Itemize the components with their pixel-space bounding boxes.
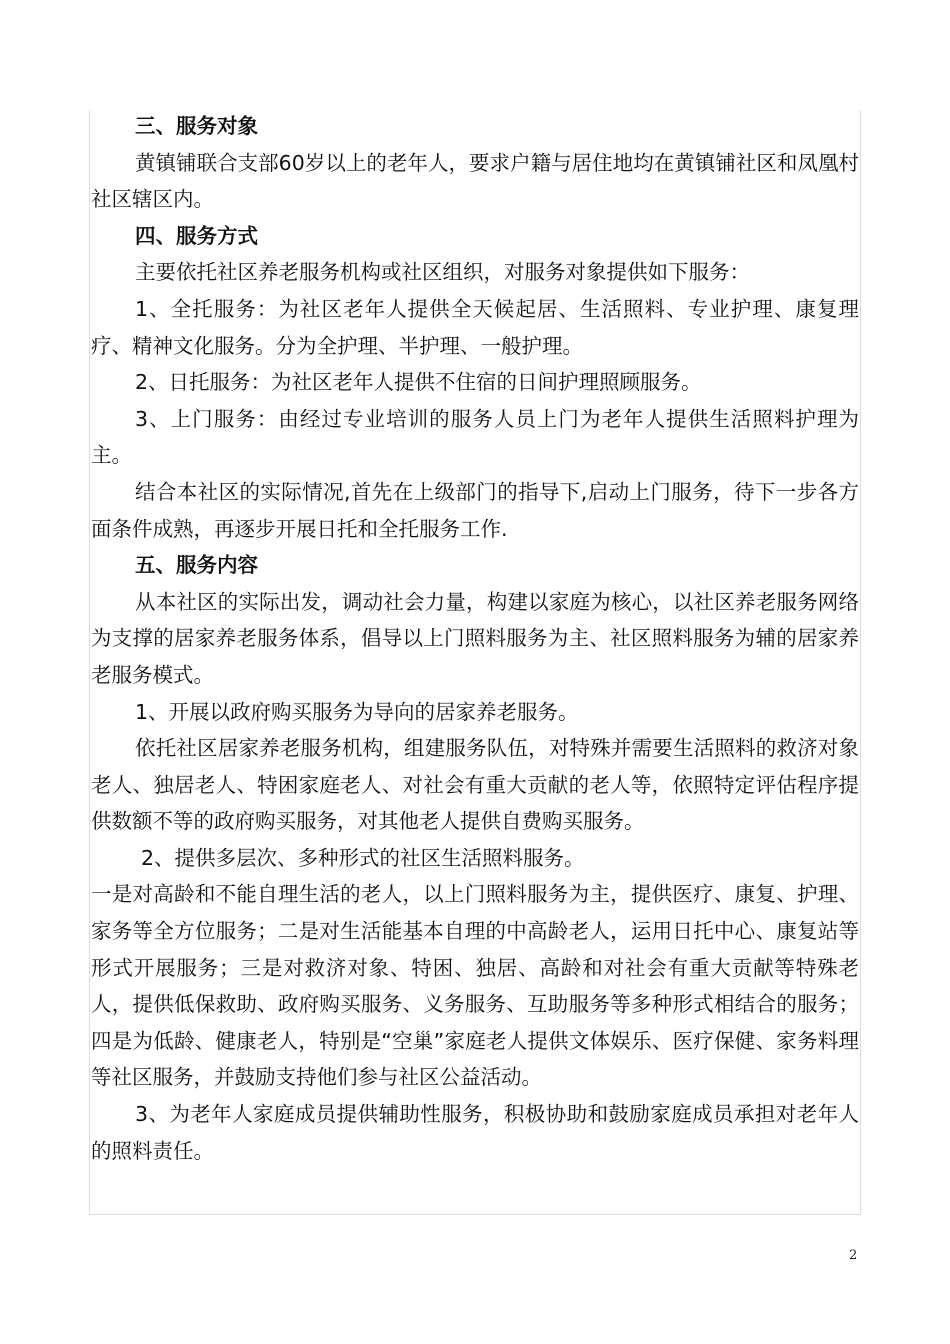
paragraph-item-3: 3、为老年人家庭成员提供辅助性服务，积极协助和鼓励家庭成员承担对老年人的照料责任。 <box>91 1102 859 1163</box>
paragraph-item-2-body: 一是对高龄和不能自理生活的老人，以上门照料服务为主，提供医疗、康复、护理、家务等全方位服务；二是对生活能基本自理的中高龄老人，运用日托中心、康复站等形式开展服务；三是对救济对象、特困、独居、高龄和对社会有重大贡献等特殊老人，提供低保救助、政府购买服务、义务服务、互助服务等多种形式相结合的服务；四是为低龄、健康老人，特别是“空巢”家庭老人提供文体娱乐、医疗保健、家务料理等社区服务，并鼓励支持他们参与社区公益活动。 <box>91 882 859 1090</box>
paragraph-service-method-intro: 主要依托社区养老服务机构或社区组织，对服务对象提供如下服务： <box>135 260 750 285</box>
paragraph-home-visit-service: 3、上门服务：由经过专业培训的服务人员上门为老年人提供生活照料护理为主。 <box>91 406 859 468</box>
paragraph-item-2-title: 2、提供多层次、多种形式的社区生活照料服务。 <box>141 845 585 870</box>
paragraph-service-target: 黄镇铺联合支部60岁以上的老年人，要求户籍与居住地均在黄镇铺社区和凤凰村社区辖区内。 <box>91 150 859 212</box>
paragraph-item-1-body: 依托社区居家养老服务机构，组建服务队伍，对特殊并需要生活照料的救济对象老人、独居老人、特困家庭老人、对社会有重大贡献的老人等，依照特定评估程序提供数额不等的政府购买服务，对其他老人提供自费购买服务。 <box>91 736 859 834</box>
paragraph-item-1-title: 1、开展以政府购买服务为导向的居家养老服务。 <box>135 699 579 724</box>
paragraph-service-content-intro: 从本社区的实际出发，调动社会力量，构建以家庭为核心，以社区养老服务网络为支撑的居家养老服务体系，倡导以上门照料服务为主、社区照料服务为辅的居家养老服务模式。 <box>91 589 859 687</box>
paragraph-implementation-plan: 结合本社区的实际情况,首先在上级部门的指导下,启动上门服务，待下一步各方面条件成熟，再逐步开展日托和全托服务工作. <box>91 479 859 541</box>
document-body <box>91 108 859 1169</box>
page-number: 2 <box>849 1248 858 1263</box>
paragraph-full-care-service: 1、全托服务：为社区老年人提供全天候起居、生活照料、专业护理、康复理疗、精神文化服务。分为全护理、半护理、一般护理。 <box>91 296 859 358</box>
section-heading-service-target: 三、服务对象 <box>135 114 258 138</box>
section-heading-service-content: 五、服务内容 <box>135 553 258 578</box>
section-heading-service-method: 四、服务方式 <box>135 223 258 248</box>
paragraph-day-care-service: 2、日托服务：为社区老年人提供不住宿的日间护理照顾服务。 <box>135 370 702 395</box>
